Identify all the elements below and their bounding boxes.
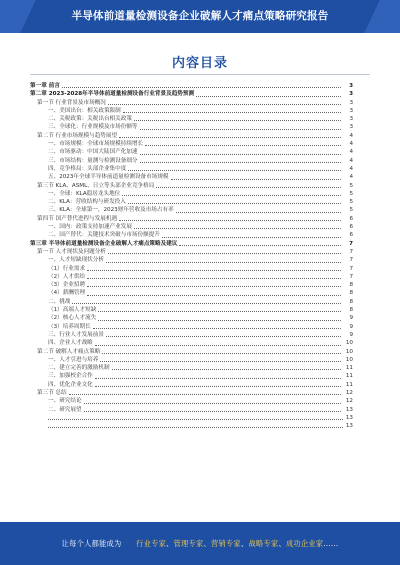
toc-entry[interactable] bbox=[30, 273, 353, 281]
toc-entry-title: 三、加强校企合作 bbox=[48, 373, 93, 380]
toc-entry-title: 第三章 半导体前道量检测设备企业破解人才痛点策略及建议 bbox=[30, 240, 178, 247]
toc-entry-page: 6 bbox=[349, 224, 353, 231]
toc-leader-dots bbox=[72, 303, 341, 304]
toc-leader-dots bbox=[140, 129, 341, 130]
toc-entry-page: 11 bbox=[345, 381, 353, 388]
toc-entry-title: （1）高端人才短缺 bbox=[48, 307, 97, 314]
toc-entry[interactable] bbox=[30, 364, 353, 372]
toc-entry[interactable] bbox=[30, 223, 353, 231]
toc-entry-page: 5 bbox=[349, 182, 353, 189]
toc-entry-title: （3）培养周期长 bbox=[48, 323, 91, 330]
toc-leader-dots bbox=[171, 179, 341, 180]
toc-leader-dots bbox=[100, 361, 341, 362]
toc-entry-title: 四、企业人才战略 bbox=[48, 340, 93, 347]
header-bar bbox=[0, 0, 400, 33]
footer-bar bbox=[0, 522, 400, 565]
toc-leader-dots bbox=[179, 245, 341, 246]
toc-leader-dots bbox=[140, 162, 341, 163]
toc-entry-page: 4 bbox=[349, 174, 353, 181]
footer-separator: 、 bbox=[240, 539, 249, 548]
toc-entry-title: 四、优化企业文化 bbox=[48, 381, 93, 388]
footer-lead: 让每个人都能成为 bbox=[61, 539, 122, 548]
toc-entry-title: （2）人才供给 bbox=[48, 273, 86, 280]
toc-leader-dots bbox=[87, 295, 341, 296]
toc-leader-dots bbox=[98, 311, 341, 312]
toc-leader-dots bbox=[62, 87, 341, 88]
toc-entry[interactable] bbox=[30, 348, 353, 356]
toc-entry[interactable] bbox=[30, 123, 353, 131]
toc-entry-page: 8 bbox=[349, 298, 353, 305]
footer-separator: 、 bbox=[203, 539, 212, 548]
toc-entry[interactable] bbox=[30, 414, 353, 422]
toc-entry[interactable] bbox=[30, 265, 353, 273]
toc-entry[interactable] bbox=[30, 215, 353, 223]
toc-entry-title: 一、全球：KLA稳居龙头地位 bbox=[48, 190, 121, 197]
toc-entry-title: 第四节 国产替代进程与发展机遇 bbox=[37, 215, 118, 222]
toc-entry[interactable] bbox=[30, 99, 353, 107]
toc-entry-page: 5 bbox=[349, 207, 353, 214]
footer-role: 管理专家 bbox=[173, 539, 204, 548]
toc-leader-dots bbox=[162, 237, 341, 238]
table-of-contents bbox=[30, 82, 353, 430]
footer-separator: 、 bbox=[278, 539, 286, 548]
toc-entry-title: 一、研究结论 bbox=[48, 398, 82, 405]
toc-entry-page: 10 bbox=[345, 348, 353, 355]
toc-entry[interactable] bbox=[30, 132, 353, 140]
toc-entry-page: 4 bbox=[349, 141, 353, 148]
toc-entry[interactable] bbox=[30, 231, 353, 239]
toc-leader-dots bbox=[48, 419, 343, 420]
toc-entry[interactable] bbox=[30, 190, 353, 198]
toc-entry-title: 一、美国出台：相关政策限制 bbox=[48, 107, 121, 114]
toc-leader-dots bbox=[84, 403, 341, 404]
toc-entry-title: （4）薪酬管理 bbox=[48, 290, 86, 297]
toc-entry-title: 二、KLA：营收结构与研发投入 bbox=[48, 199, 126, 206]
toc-entry-page: 6 bbox=[349, 215, 353, 222]
toc-leader-dots bbox=[48, 427, 343, 428]
toc-entry-page: 13 bbox=[345, 406, 353, 413]
toc-entry[interactable] bbox=[30, 256, 353, 264]
toc-entry-title: 第一章 前言 bbox=[30, 83, 60, 89]
toc-entry-title: 三、行业人才发展前景 bbox=[48, 331, 104, 338]
toc-entry-page: 3 bbox=[349, 107, 353, 114]
toc-leader-dots bbox=[196, 96, 341, 97]
toc-entry-title: 二、挑战 bbox=[48, 298, 71, 305]
toc-entry[interactable] bbox=[30, 356, 353, 364]
toc-entry[interactable] bbox=[30, 248, 353, 256]
toc-entry-title: 三、KLA：全球第一，2023财年营收及市场占有率 bbox=[48, 207, 174, 214]
toc-leader-dots bbox=[134, 228, 341, 229]
toc-entry[interactable] bbox=[30, 331, 353, 339]
toc-entry[interactable] bbox=[30, 240, 353, 248]
toc-entry[interactable] bbox=[30, 148, 353, 156]
toc-entry-title: 二、市场驱动：中国大陆国产化加速 bbox=[48, 149, 138, 156]
toc-entry-title: 二、研究展望 bbox=[48, 406, 82, 413]
toc-leader-dots bbox=[134, 120, 341, 121]
toc-entry-title: 二、国产替代：关键技术突破与市场份额提升 bbox=[48, 232, 160, 239]
toc-leader-dots bbox=[108, 253, 341, 254]
toc-entry-title: （2）核心人才流失 bbox=[48, 315, 97, 322]
toc-leader-dots bbox=[95, 386, 341, 387]
toc-heading: 内容目录 bbox=[171, 56, 228, 71]
toc-entry-title: 第三节 KLA、ASML、日立等头部企业竞争格局 bbox=[37, 182, 155, 189]
toc-entry[interactable] bbox=[30, 314, 353, 322]
toc-leader-dots bbox=[98, 320, 341, 321]
toc-entry[interactable] bbox=[30, 206, 353, 214]
toc-entry-page: 3 bbox=[349, 116, 353, 123]
toc-entry-page: 9 bbox=[349, 315, 353, 322]
toc-entry-page: 3 bbox=[349, 99, 353, 106]
toc-entry[interactable] bbox=[30, 115, 353, 123]
toc-entry[interactable] bbox=[30, 306, 353, 314]
toc-leader-dots bbox=[123, 112, 341, 113]
toc-entry[interactable] bbox=[30, 182, 353, 190]
toc-leader-dots bbox=[87, 278, 341, 279]
footer-role: 营销专家 bbox=[211, 539, 241, 548]
toc-entry-page: 12 bbox=[345, 398, 353, 405]
footer-role: 行业专家 bbox=[136, 539, 167, 548]
toc-entry-page: 3 bbox=[349, 83, 353, 89]
toc-leader-dots bbox=[128, 203, 341, 204]
toc-leader-dots bbox=[128, 170, 341, 171]
toc-entry[interactable] bbox=[30, 397, 353, 405]
toc-entry-page: 3 bbox=[349, 124, 353, 131]
toc-entry-title: 一、市场规模：全球市场规模持续增长 bbox=[48, 141, 144, 148]
toc-leader-dots bbox=[119, 137, 341, 138]
toc-entry-page: 4 bbox=[349, 149, 353, 156]
toc-leader-dots bbox=[95, 378, 341, 379]
toc-entry-page: 6 bbox=[349, 232, 353, 239]
toc-entry-page: 9 bbox=[349, 331, 353, 338]
toc-leader-dots bbox=[106, 262, 341, 263]
heading-divider bbox=[30, 74, 370, 75]
toc-entry-page: 5 bbox=[349, 199, 353, 206]
toc-leader-dots bbox=[156, 187, 341, 188]
toc-leader-dots bbox=[87, 270, 341, 271]
toc-entry[interactable] bbox=[30, 157, 353, 165]
toc-entry[interactable] bbox=[30, 107, 353, 115]
toc-entry[interactable] bbox=[30, 298, 353, 306]
toc-entry[interactable] bbox=[30, 198, 353, 206]
toc-leader-dots bbox=[93, 328, 341, 329]
toc-entry-page: 4 bbox=[349, 132, 353, 139]
toc-entry-title: 二、关税政策：关税出台相关政策 bbox=[48, 116, 132, 123]
toc-entry-page: 8 bbox=[349, 290, 353, 297]
toc-entry-title: （1）行业需求 bbox=[48, 265, 86, 272]
toc-entry-title: 第三节 总结 bbox=[37, 389, 67, 396]
toc-entry-page: 8 bbox=[349, 307, 353, 314]
toc-entry-page: 5 bbox=[349, 190, 353, 197]
toc-entry-title: 五、2023年全球半导体前道量检测设备市场规模 bbox=[48, 174, 169, 181]
footer-roles bbox=[136, 539, 323, 548]
toc-entry-title: 第一节 人才现状及问题分析 bbox=[37, 248, 106, 255]
toc-entry-page: 7 bbox=[349, 248, 353, 255]
toc-entry-page: 13 bbox=[345, 414, 353, 421]
toc-entry[interactable] bbox=[30, 90, 353, 98]
toc-entry[interactable] bbox=[30, 173, 353, 181]
toc-entry-page: 9 bbox=[349, 323, 353, 330]
toc-entry-page: 10 bbox=[345, 340, 353, 347]
toc-entry-page: 11 bbox=[345, 365, 353, 372]
toc-entry[interactable] bbox=[30, 406, 353, 414]
toc-entry[interactable] bbox=[30, 165, 353, 173]
footer-separator: 、 bbox=[166, 539, 174, 548]
toc-entry[interactable] bbox=[30, 281, 353, 289]
toc-leader-dots bbox=[87, 286, 341, 287]
toc-leader-dots bbox=[122, 195, 341, 196]
toc-leader-dots bbox=[140, 154, 341, 155]
toc-leader-dots bbox=[119, 220, 341, 221]
toc-entry-page: 8 bbox=[349, 282, 353, 289]
toc-entry-title: 三、市场结构：量测与检测设备细分 bbox=[48, 157, 138, 164]
toc-entry[interactable] bbox=[30, 339, 353, 347]
footer-slogan bbox=[0, 522, 400, 565]
toc-entry-title: 一、人才短缺现状分析 bbox=[48, 257, 104, 264]
toc-entry[interactable] bbox=[30, 389, 353, 397]
toc-entry-page: 13 bbox=[345, 423, 353, 430]
toc-entry[interactable] bbox=[30, 422, 353, 430]
toc-leader-dots bbox=[106, 336, 341, 337]
toc-entry-page: 4 bbox=[349, 157, 353, 164]
toc-entry[interactable] bbox=[30, 323, 353, 331]
toc-entry-title: 第二节 行业市场规模与趋势展望 bbox=[37, 132, 118, 139]
toc-leader-dots bbox=[95, 345, 341, 346]
toc-entry-title: 三、全球化：行业规模及市场份额等 bbox=[48, 124, 138, 131]
footer-role: 战略专家 bbox=[248, 539, 279, 548]
toc-leader-dots bbox=[102, 353, 341, 354]
toc-leader-dots bbox=[69, 394, 341, 395]
toc-entry[interactable] bbox=[30, 82, 353, 90]
toc-entry-title: 第二节 破解人才痛点策略 bbox=[37, 348, 101, 355]
toc-entry-title: 四、竞争格局：头部企业集中度 bbox=[48, 165, 127, 172]
toc-entry-title: 第一节 行业背景及市场概况 bbox=[37, 99, 106, 106]
toc-leader-dots bbox=[108, 104, 341, 105]
toc-entry-title: 二、建立完善的激励机制 bbox=[48, 365, 110, 372]
toc-leader-dots bbox=[176, 212, 341, 213]
toc-entry-page: 3 bbox=[349, 91, 353, 98]
toc-entry-page: 7 bbox=[349, 240, 353, 247]
toc-entry-page: 7 bbox=[349, 265, 353, 272]
toc-entry[interactable] bbox=[30, 289, 353, 297]
toc-entry-page: 7 bbox=[349, 273, 353, 280]
report-title: 半导体前道量检测设备企业破解人才痛点策略研究报告 bbox=[71, 10, 329, 22]
toc-leader-dots bbox=[84, 411, 341, 412]
toc-entry-title: 第二章 2023-2028年半导体前道量检测设备行业背景及趋势预测 bbox=[30, 91, 195, 98]
toc-entry[interactable] bbox=[30, 372, 353, 380]
toc-leader-dots bbox=[112, 369, 341, 370]
toc-entry-title: （3）企业招聘 bbox=[48, 282, 86, 289]
footer-trail: …… bbox=[323, 539, 339, 548]
toc-entry-page: 4 bbox=[349, 165, 353, 172]
toc-entry-title: 一、国内：政策支持加速产业发展 bbox=[48, 224, 132, 231]
toc-entry[interactable] bbox=[30, 140, 353, 148]
toc-entry-page: 11 bbox=[345, 373, 353, 380]
toc-entry-page: 12 bbox=[345, 389, 353, 396]
toc-entry-title: 一、人才引进与培养 bbox=[48, 356, 99, 363]
toc-entry-page: 10 bbox=[345, 356, 353, 363]
toc-entry[interactable] bbox=[30, 381, 353, 389]
footer-role: 成功企业家 bbox=[285, 539, 324, 548]
toc-entry-page: 7 bbox=[349, 257, 353, 264]
toc-leader-dots bbox=[145, 145, 341, 146]
